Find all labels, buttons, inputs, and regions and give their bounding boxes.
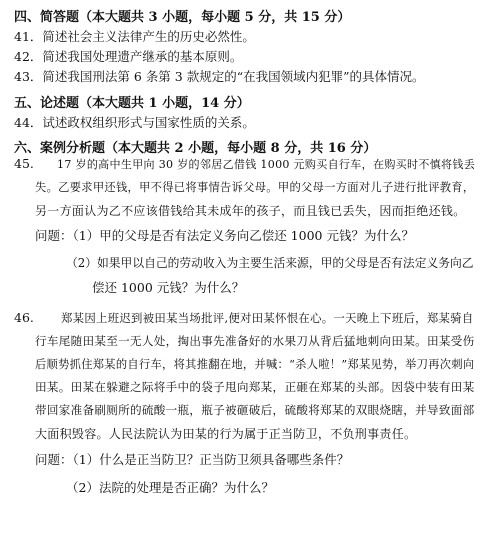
question-46-line-1: 郑某因上班迟到被田某当场批评,便对田某怀恨在心。一天晚上下班后，郑某骑自 [61,311,474,325]
question-46-line-5: 带回家准备刷厕所的硫酸一瓶，瓶子被砸破后，硫酸将郑某的双眼烧瞎，并导致面部 [35,403,475,417]
question-45-ask-2-line-1: （2）如果甲以自己的劳动收入为主要生活来源，甲的父母是否有法定义务向乙 [66,256,474,270]
question-45-number: 45. [14,156,34,171]
question-44: 44．试述政权组织形式与国家性质的关系。 [14,115,255,130]
question-46-ask-1: 问题：（1）什么是正当防卫？正当防卫须具备哪些条件？ [35,452,350,467]
question-46-line-2: 行车尾随田某至一无人处，掏出事先准备好的水果刀从背后猛地刺向田某。田某受伤 [35,334,475,348]
question-46-number: 46. [14,310,34,325]
question-45-ask-1: 问题：（1）甲的父母是否有法定义务向乙偿还 1000 元钱？为什么？ [35,228,414,243]
question-46-line-4: 田某。田某在躲避之际将手中的袋子甩向郑某，正砸在郑某的头部。因袋中装有田某 [35,380,475,394]
question-45-ask-2-line-2: 偿还 1000 元钱？为什么？ [92,280,245,295]
question-41: 41．简述社会主义法律产生的历史必然性。 [14,29,255,44]
question-45-line-3: 另一方面认为乙不应该借钱给其未成年的孩子，而且钱已丢失，因而拒绝还钱。 [35,204,466,218]
question-45-line-2: 失。乙要求甲还钱，甲不得已将事情告诉父母。甲的父母一方面对儿子进行批评教育， [35,181,475,194]
section-5-heading: 五、论述题（本大题共 1 小题，14 分） [14,96,250,111]
question-46-ask-2: （2）法院的处理是否正确？为什么？ [66,480,274,495]
question-42: 42．简述我国处理遗产继承的基本原则。 [14,49,243,64]
section-4-heading: 四、简答题（本大题共 3 小题，每小题 5 分，共 15 分） [14,10,351,25]
question-46-line-3: 后顺势抓住郑某的自行车，将其推翻在地，并喊：“杀人啦！”郑某见势，举刀再次刺向 [35,358,475,371]
question-45-line-1: 17 岁的高中生甲向 30 岁的邻居乙借钱 1000 元购买自行车，在购买时不慎将钱丢 [57,158,476,171]
question-46-line-6: 大面积毁容。人民法院认为田某的行为属于正当防卫，不负刑事责任。 [35,427,417,441]
question-43: 43．简述我国刑法第 6 条第 3 款规定的“在我国领域内犯罪”的具体情况。 [14,69,425,84]
section-6-heading: 六、案例分析题（本大题共 2 小题，每小题 8 分，共 16 分） [14,141,377,156]
